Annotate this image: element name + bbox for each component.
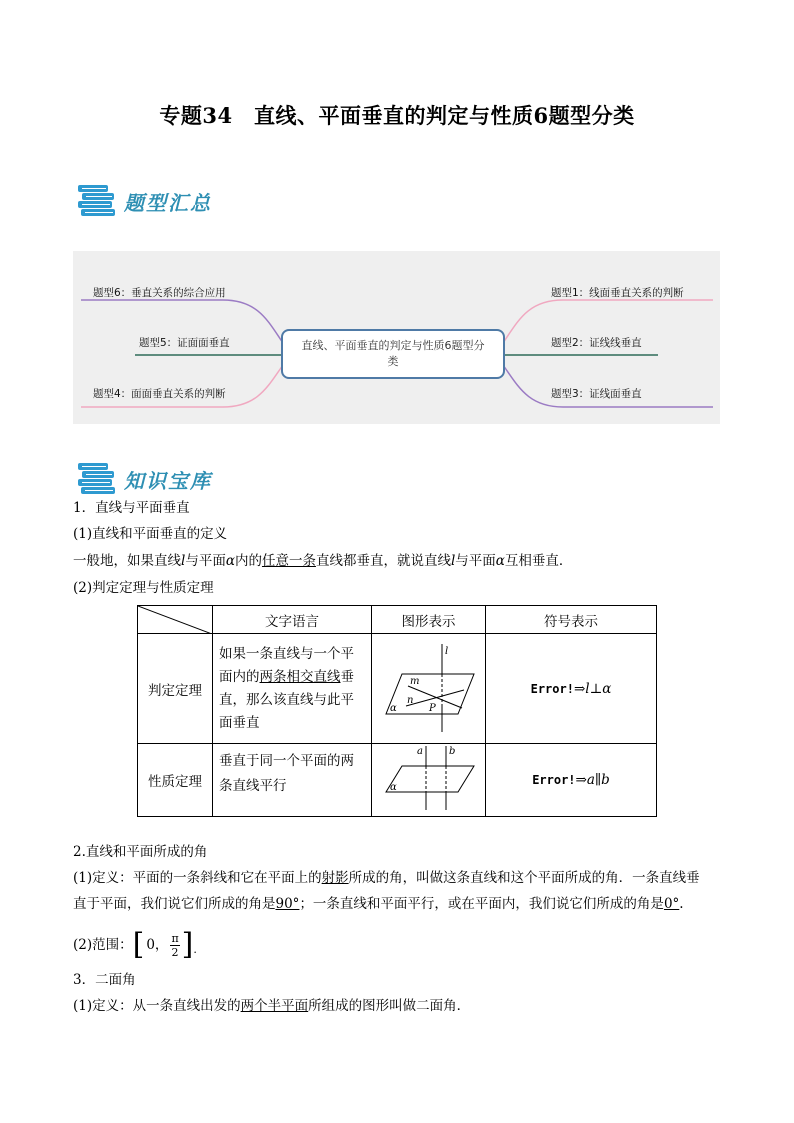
subheading-2: (2)判定定理与性质定理 bbox=[73, 580, 214, 596]
symbol-cell: Error!⇒a∥b bbox=[486, 744, 657, 817]
bracket-right: ] bbox=[181, 927, 194, 962]
mindmap-item-6: 题型6：垂直关系的综合应用 bbox=[93, 287, 226, 299]
parallel-lines-figure bbox=[374, 744, 484, 812]
theorem-table bbox=[137, 605, 657, 817]
figure-cell bbox=[372, 744, 486, 817]
table-header: 文字语言 bbox=[213, 606, 372, 634]
bracket-left: [ bbox=[132, 927, 145, 962]
books-icon bbox=[76, 183, 118, 217]
table-header: 图形表示 bbox=[372, 606, 486, 634]
page-title: 专题34 直线、平面垂直的判定与性质6题型分类 bbox=[159, 103, 635, 128]
svg-text:P: P bbox=[428, 703, 436, 714]
perpendicular-line-plane-figure bbox=[374, 634, 484, 739]
definition-paragraph: 一般地，如果直线l与平面α内的任意一条直线都垂直，就说直线l与平面α互相垂直． bbox=[73, 553, 573, 569]
mindmap-item-1: 题型1：线面垂直关系的判断 bbox=[551, 287, 684, 299]
svg-text:n: n bbox=[406, 695, 413, 706]
mindmap-item-4: 题型4：面面垂直关系的判断 bbox=[93, 388, 226, 400]
fraction-pi-over-2: π 2 bbox=[171, 931, 179, 959]
symbol-cell: Error!⇒l⊥α bbox=[486, 634, 657, 744]
svg-text:α: α bbox=[389, 703, 397, 714]
row-text: 垂直于同一个平面的两 条直线平行 bbox=[213, 744, 372, 817]
row-name: 性质定理 bbox=[138, 744, 213, 817]
row-text: 如果一条直线与一个平 面内的两条相交直线垂 直，那么该直线与此平 面垂直 bbox=[213, 634, 372, 744]
svg-text:m: m bbox=[409, 676, 419, 687]
angle-range: (2)范围： [ 0， π 2 ] . bbox=[73, 927, 197, 962]
mindmap-center: 直线、平面垂直的判定与性质6题型分类 bbox=[281, 329, 505, 379]
figure-cell bbox=[372, 634, 486, 744]
svg-text:a: a bbox=[416, 746, 423, 757]
table-row bbox=[138, 744, 657, 817]
mindmap-item-2: 题型2：证线线垂直 bbox=[551, 337, 642, 349]
svg-text:α: α bbox=[389, 782, 397, 793]
books-icon bbox=[76, 461, 118, 495]
angle-definition-line-2: 直于平面，我们说它们所成的角是90°；一条直线和平面平行，或在平面内，我们说它们所成的角是0°. bbox=[73, 896, 684, 912]
mindmap-item-3: 题型3：证线面垂直 bbox=[551, 388, 642, 400]
table-corner-cell bbox=[138, 606, 213, 634]
mindmap-item-5: 题型5：证面面垂直 bbox=[139, 337, 230, 349]
table-row bbox=[138, 634, 657, 744]
svg-text:b: b bbox=[448, 746, 455, 757]
subheading-1: (1)直线和平面垂直的定义 bbox=[73, 526, 228, 542]
table-header: 符号表示 bbox=[486, 606, 657, 634]
heading-1: 1．直线与平面垂直 bbox=[73, 500, 190, 516]
heading-2: 2.直线和平面所成的角 bbox=[73, 844, 208, 860]
section-label: 题型汇总 bbox=[124, 191, 212, 215]
section-label: 知识宝库 bbox=[124, 469, 212, 493]
angle-definition-line-1: (1)定义：平面的一条斜线和它在平面上的射影所成的角，叫做这条直线和这个平面所成的角．一条直线垂 bbox=[73, 870, 700, 886]
section-header-knowledge bbox=[76, 461, 276, 501]
heading-3: 3．二面角 bbox=[73, 972, 136, 988]
svg-text:l: l bbox=[444, 646, 448, 657]
dihedral-definition: (1)定义：从一条直线出发的两个半平面所组成的图形叫做二面角． bbox=[73, 998, 471, 1014]
row-name: 判定定理 bbox=[138, 634, 213, 744]
mind-map bbox=[73, 251, 720, 424]
section-header-summary bbox=[76, 183, 276, 223]
